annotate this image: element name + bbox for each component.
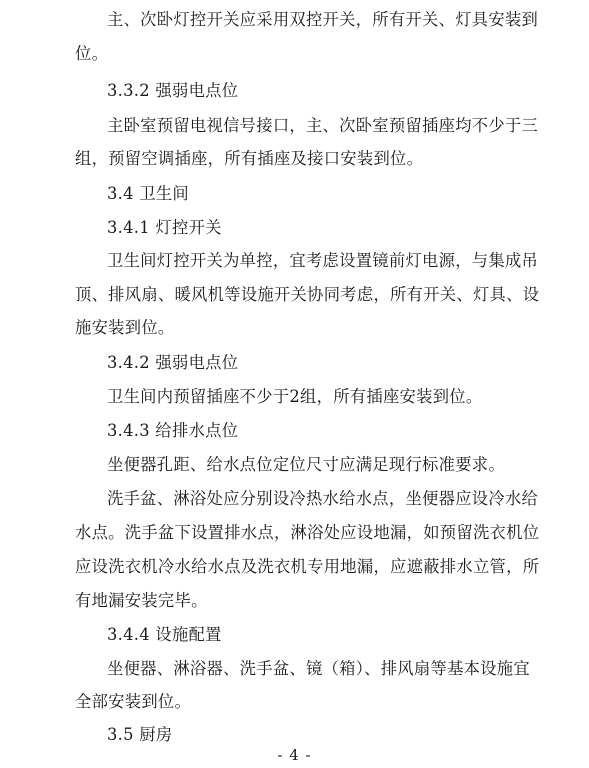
section-heading-3-5: 3.5 厨房 [107,725,173,744]
paragraph-line: 坐便器、淋浴器、洗手盆、镜（箱）、排风扇等基本设施宜 [107,659,530,678]
section-heading-3-4-3: 3.4.3 给排水点位 [107,421,239,440]
section-heading-3-3-2: 3.3.2 强弱电点位 [107,81,239,100]
paragraph-line: 卫生间内预留插座不少于2组，所有插座安装到位。 [107,387,483,406]
paragraph-line: 组，预留空调插座，所有插座及接口安装到位。 [75,149,424,168]
paragraph-line: 洗手盆、淋浴处应分别设冷热水给水点，坐便器应设冷水给 [107,489,539,508]
section-heading-3-4-1: 3.4.1 灯控开关 [107,218,222,237]
page-number: - 4 - [277,746,312,764]
paragraph-line: 有地漏安装完毕。 [75,591,208,610]
paragraph-line: 施安装到位。 [75,318,175,337]
paragraph-line: 顶、排风扇、暖风机等设施开关协同考虑，所有开关、灯具、设 [75,285,540,304]
paragraph-line: 主卧室预留电视信号接口，主、次卧室预留插座均不少于三 [107,116,539,135]
paragraph-line: 水点。洗手盆下设置排水点，淋浴处应设地漏，如预留洗衣机位 [75,523,540,542]
section-heading-3-4-2: 3.4.2 强弱电点位 [107,353,239,372]
paragraph-line: 主、次卧灯控开关应采用双控开关，所有开关、灯具安装到 [107,10,539,29]
section-heading-3-4-4: 3.4.4 设施配置 [107,625,222,644]
paragraph-line: 全部安装到位。 [75,692,192,711]
paragraph-line: 应设洗衣机冷水给水点及洗衣机专用地漏，应遮蔽排水立管，所 [75,557,540,576]
paragraph-line: 坐便器孔距、给水点位定位尺寸应满足现行标准要求。 [107,455,505,474]
section-heading-3-4: 3.4 卫生间 [107,184,190,203]
paragraph-line: 位。 [75,44,109,63]
paragraph-line: 卫生间灯控开关为单控，宜考虑设置镜前灯电源，与集成吊 [107,251,539,270]
